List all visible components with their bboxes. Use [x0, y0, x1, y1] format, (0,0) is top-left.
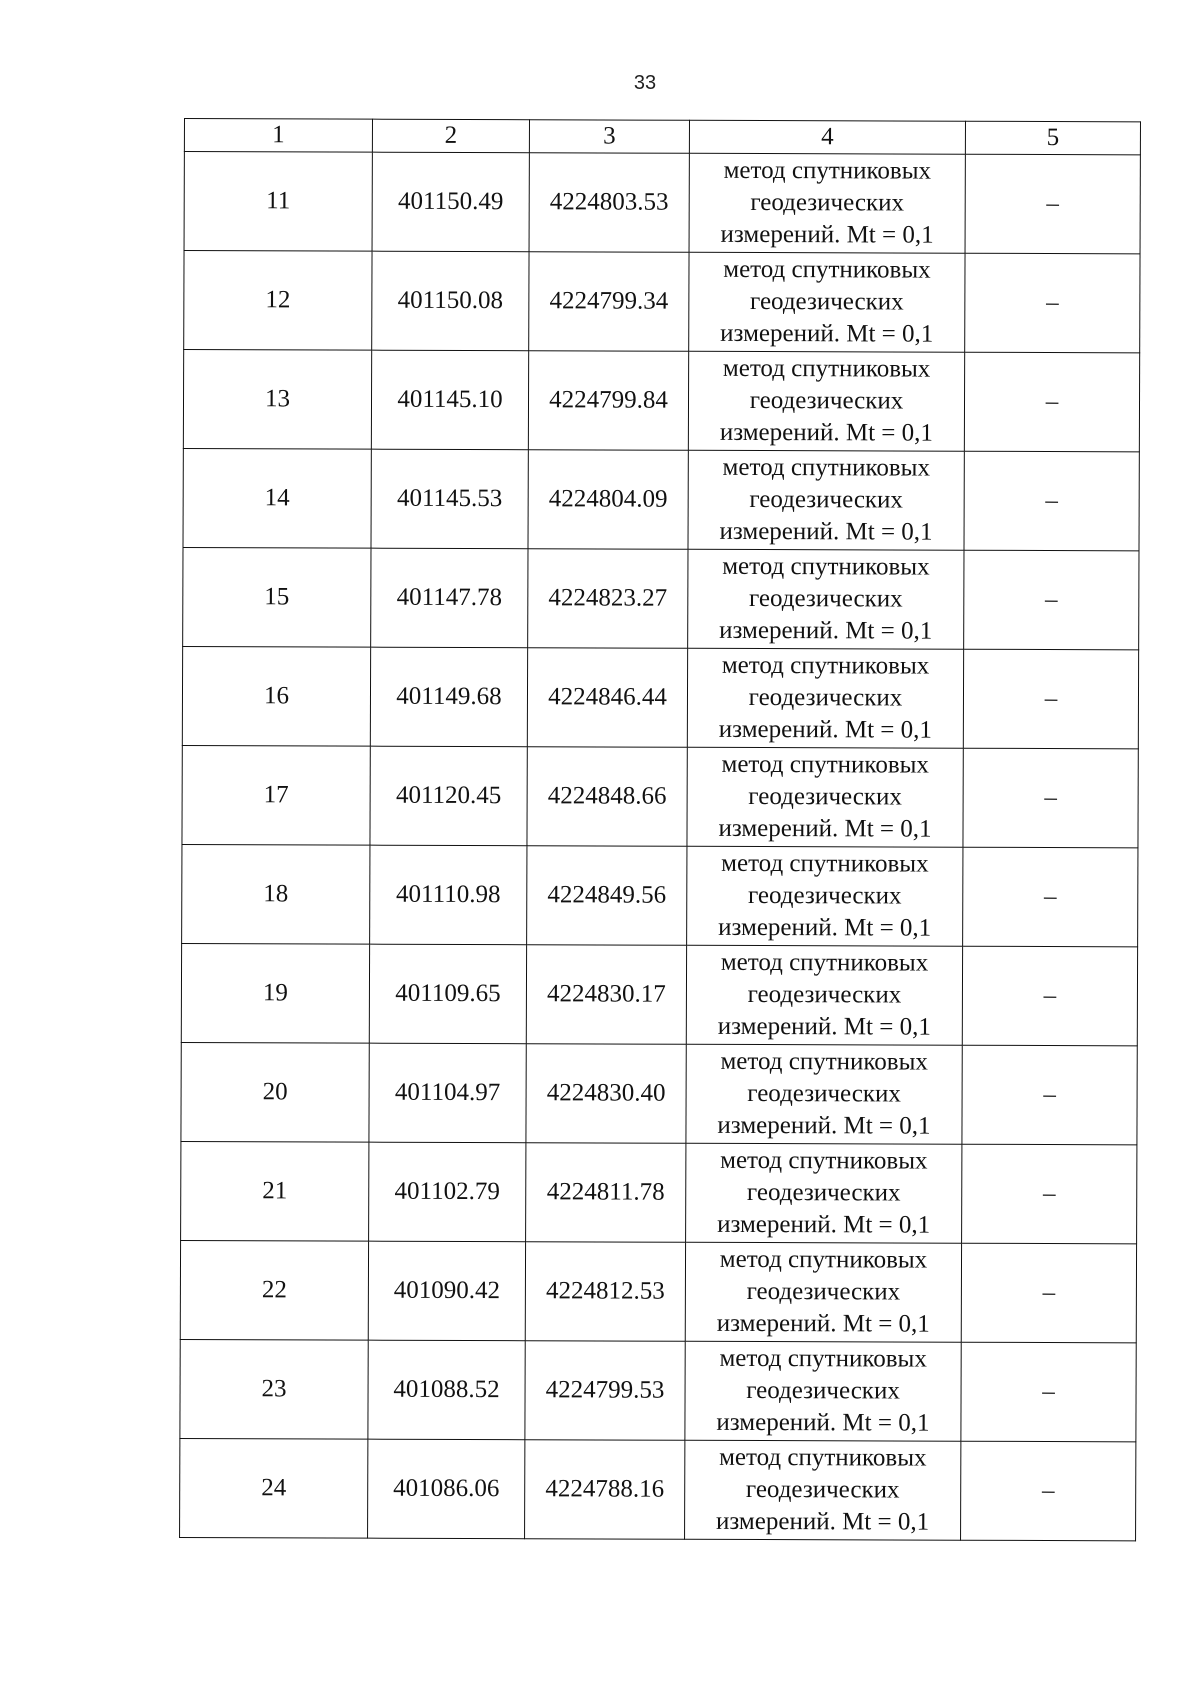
note-cell: –: [964, 550, 1139, 650]
table-row: [183, 547, 1139, 649]
method-line-2: геодезических: [750, 287, 904, 316]
note-cell: –: [965, 253, 1140, 353]
method-line-1: метод спутниковых: [719, 1344, 927, 1373]
point-number: 20: [181, 1042, 369, 1142]
coordinate-x: 401147.78: [371, 548, 528, 648]
coordinates-table: [179, 118, 1141, 1541]
method-description: [686, 945, 962, 1045]
method-line-2: геодезических: [748, 782, 902, 811]
point-number: 14: [183, 448, 371, 548]
method-line-1: метод спутниковых: [722, 453, 931, 482]
method-line-3: измерений. Mt = 0,1: [718, 913, 932, 942]
coordinate-x: 401090.42: [368, 1241, 525, 1341]
table-row: [182, 745, 1138, 847]
note-cell: –: [961, 1342, 1136, 1442]
table-row: [182, 844, 1138, 946]
method-line-1: метод спутниковых: [720, 948, 929, 977]
method-line-3: измерений. Mt = 0,1: [719, 616, 933, 645]
coordinate-x: 401150.49: [372, 152, 529, 252]
method-description: [686, 1044, 962, 1144]
note-cell: –: [964, 451, 1139, 551]
method-line-1: метод спутниковых: [720, 1146, 928, 1175]
coordinate-x: 401088.52: [368, 1340, 525, 1440]
table-row: [181, 943, 1137, 1045]
method-line-3: измерений. Mt = 0,1: [718, 814, 932, 843]
coordinate-y: 4224811.78: [526, 1143, 686, 1243]
note-cell: –: [961, 1243, 1136, 1343]
method-line-3: измерений. Mt = 0,1: [717, 1111, 931, 1140]
table-row: [181, 1042, 1137, 1144]
table-body: [180, 152, 1141, 1541]
coordinate-x: 401145.53: [371, 449, 528, 549]
point-number: 17: [182, 745, 370, 845]
method-line-2: геодезических: [746, 1376, 900, 1405]
coordinate-x: 401150.08: [372, 251, 529, 351]
method-line-1: метод спутниковых: [722, 354, 931, 383]
table-row: [183, 350, 1139, 452]
point-number: 21: [181, 1141, 369, 1241]
point-number: 12: [184, 251, 372, 351]
coordinate-y: 4224830.17: [526, 945, 686, 1045]
table-row: [181, 1141, 1137, 1243]
column-header-4: 4: [689, 120, 965, 154]
point-number: 16: [182, 646, 370, 746]
coordinate-y: 4224799.84: [528, 351, 688, 451]
note-cell: –: [963, 748, 1138, 848]
method-line-2: геодезических: [746, 1178, 901, 1207]
table-row: [184, 251, 1140, 353]
method-line-1: метод спутниковых: [723, 156, 932, 185]
method-description: [685, 1341, 961, 1441]
coordinate-x: 401149.68: [370, 647, 527, 747]
method-line-3: измерений. Mt = 0,1: [719, 418, 933, 447]
note-cell: –: [965, 154, 1140, 254]
coordinate-x: 401086.06: [368, 1439, 525, 1539]
table-row: [180, 1240, 1136, 1342]
method-line-1: метод спутниковых: [720, 1047, 928, 1076]
coordinate-x: 401120.45: [370, 746, 527, 846]
coordinate-y: 4224799.34: [529, 252, 689, 352]
method-description: [688, 549, 964, 649]
coordinate-y: 4224848.66: [527, 747, 687, 847]
coordinate-x: 401109.65: [369, 944, 526, 1044]
point-number: 11: [184, 152, 372, 252]
method-line-1: метод спутниковых: [719, 1245, 928, 1274]
coordinate-y: 4224823.27: [528, 549, 688, 649]
method-line-3: измерений. Mt = 0,1: [720, 220, 934, 249]
coordinate-x: 401104.97: [369, 1043, 526, 1143]
coordinate-y: 4224804.09: [528, 450, 688, 550]
method-line-1: метод спутниковых: [723, 255, 931, 284]
method-line-2: геодезических: [747, 980, 902, 1009]
point-number: 24: [180, 1438, 368, 1538]
table-row: [183, 448, 1139, 550]
page-number: 33: [633, 72, 657, 94]
column-header-5: 5: [965, 121, 1140, 155]
method-line-1: метод спутниковых: [721, 849, 929, 878]
method-line-3: измерений. Mt = 0,1: [717, 1012, 931, 1041]
note-cell: –: [963, 847, 1138, 947]
method-line-3: измерений. Mt = 0,1: [716, 1408, 930, 1437]
method-description: [686, 1143, 962, 1243]
method-description: [687, 648, 963, 748]
note-cell: –: [961, 1441, 1136, 1541]
method-description: [685, 1440, 961, 1540]
coordinate-y: 4224812.53: [525, 1242, 685, 1342]
coordinate-x: 401102.79: [369, 1142, 526, 1242]
coordinate-x: 401145.10: [371, 350, 528, 450]
method-line-3: измерений. Mt = 0,1: [716, 1309, 930, 1338]
table-row: [182, 646, 1138, 748]
note-cell: –: [962, 1045, 1137, 1145]
method-line-1: метод спутниковых: [721, 651, 930, 680]
method-description: [687, 747, 963, 847]
point-number: 15: [183, 547, 371, 647]
method-line-2: геодезических: [745, 1475, 900, 1504]
column-header-2: 2: [372, 119, 529, 153]
method-line-1: метод спутниковых: [719, 1443, 927, 1472]
note-cell: –: [963, 649, 1138, 749]
method-line-2: геодезических: [747, 881, 902, 910]
method-line-2: геодезических: [749, 485, 904, 514]
note-cell: –: [964, 352, 1139, 452]
method-line-2: геодезических: [750, 188, 905, 217]
method-line-2: геодезических: [746, 1277, 901, 1306]
point-number: 19: [181, 943, 369, 1043]
method-description: [688, 450, 964, 550]
point-number: 22: [180, 1240, 368, 1340]
coordinate-y: 4224799.53: [525, 1341, 685, 1441]
method-line-3: измерений. Mt = 0,1: [720, 319, 934, 348]
method-description: [687, 846, 963, 946]
coordinate-y: 4224803.53: [529, 153, 689, 253]
method-line-2: геодезических: [749, 386, 904, 415]
coordinate-y: 4224846.44: [527, 648, 687, 748]
coordinate-y: 4224849.56: [527, 846, 687, 946]
coordinate-x: 401110.98: [370, 845, 527, 945]
method-line-2: геодезических: [748, 584, 903, 613]
method-description: [688, 351, 964, 451]
table-row: [180, 1438, 1136, 1540]
method-line-3: измерений. Mt = 0,1: [718, 715, 932, 744]
method-description: [689, 252, 965, 352]
method-line-3: измерений. Mt = 0,1: [716, 1507, 930, 1536]
coordinate-y: 4224788.16: [525, 1440, 685, 1540]
method-line-1: метод спутниковых: [721, 750, 929, 779]
point-number: 18: [182, 844, 370, 944]
table-row: [184, 152, 1140, 254]
column-header-1: 1: [184, 119, 372, 153]
method-line-2: геодезических: [747, 1079, 901, 1108]
coordinate-y: 4224830.40: [526, 1044, 686, 1144]
table-header-row: [184, 119, 1140, 155]
method-line-3: измерений. Mt = 0,1: [719, 517, 933, 546]
point-number: 13: [183, 350, 371, 450]
point-number: 23: [180, 1339, 368, 1439]
method-description: [689, 153, 965, 253]
column-header-3: 3: [529, 120, 689, 154]
note-cell: –: [962, 1144, 1137, 1244]
method-line-2: геодезических: [748, 683, 903, 712]
method-line-3: измерений. Mt = 0,1: [717, 1210, 931, 1239]
note-cell: –: [962, 946, 1137, 1046]
method-description: [685, 1242, 961, 1342]
table-row: [180, 1339, 1136, 1441]
method-line-1: метод спутниковых: [722, 552, 930, 581]
